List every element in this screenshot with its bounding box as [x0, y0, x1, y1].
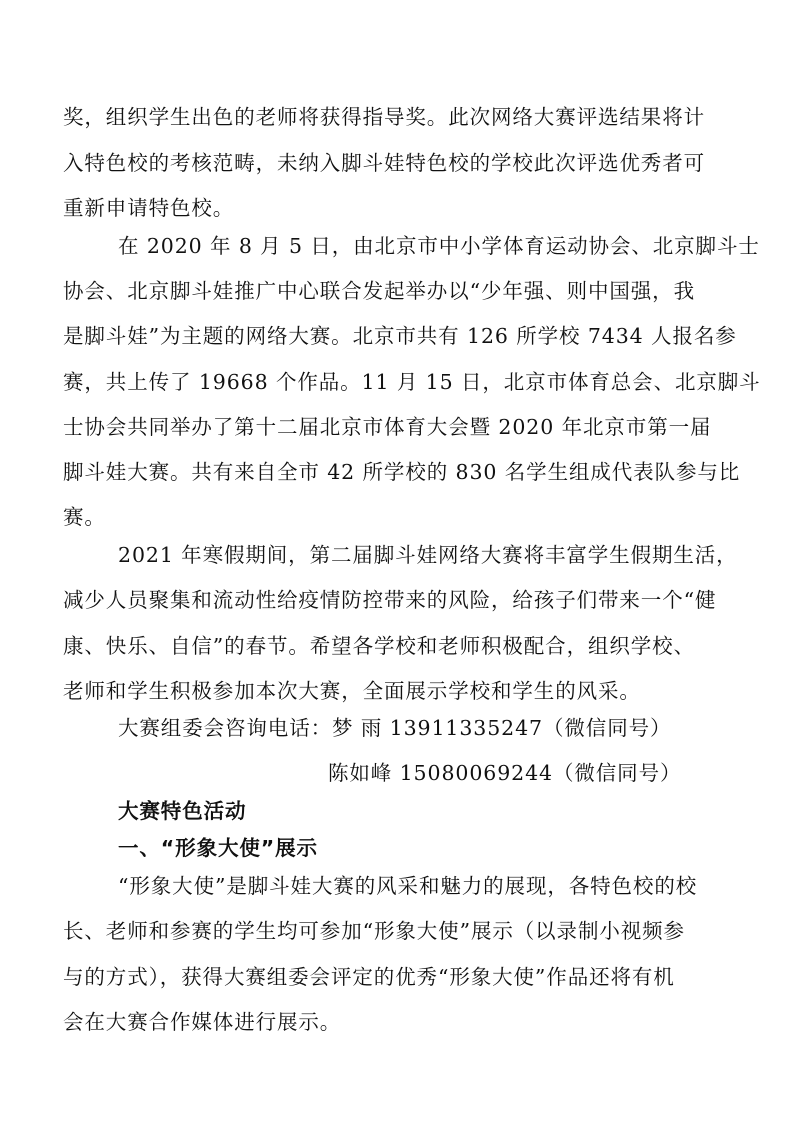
text-line: 协会、北京脚斗娃推广中心联合发起举办以“少年强、则中国强，我 [63, 279, 695, 303]
text-line: 士协会共同举办了第十二届北京市体育大会暨 2020 年北京市第一届 [63, 415, 712, 439]
text-line: 脚斗娃大赛。共有来自全市 42 所学校的 830 名学生组成代表队参与比 [63, 460, 741, 484]
subsection-heading: 一、“形象大使”展示 [118, 836, 318, 860]
section-heading: 大赛特色活动 [118, 799, 247, 823]
text-line: 会在大赛合作媒体进行展示。 [63, 1010, 342, 1034]
text-line: 与的方式），获得大赛组委会评定的优秀“形象大使”作品还将有机 [63, 965, 675, 989]
text-line: 长、老师和参赛的学生均可参加“形象大使”展示（以录制小视频参 [63, 919, 685, 943]
text-line: 老师和学生积极参加本次大赛，全面展示学校和学生的风采。 [63, 679, 641, 703]
text-line: 康、快乐、自信”的春节。希望各学校和老师积极配合，组织学校、 [63, 634, 695, 658]
text-line: 是脚斗娃”为主题的网络大赛。北京市共有 126 所学校 7434 人报名参 [63, 324, 737, 348]
contact-line: 大赛组委会咨询电话：梦 雨 13911335247（微信同号） [118, 716, 672, 740]
text-line: “形象大使”是脚斗娃大赛的风采和魅力的展现，各特色校的校 [118, 874, 698, 898]
text-line: 赛。 [63, 505, 106, 529]
text-line: 赛，共上传了 19668 个作品。11 月 15 日，北京市体育总会、北京脚斗 [63, 370, 761, 394]
text-line: 在 2020 年 8 月 5 日，由北京市中小学体育运动协会、北京脚斗士 [118, 234, 760, 258]
text-line: 入特色校的考核范畴，未纳入脚斗娃特色校的学校此次评选优秀者可 [63, 151, 705, 175]
text-line: 减少人员聚集和流动性给疫情防控带来的风险，给孩子们带来一个“健 [63, 588, 717, 612]
text-line: 奖，组织学生出色的老师将获得指导奖。此次网络大赛评选结果将计 [63, 105, 705, 129]
contact-line: 陈如峰 15080069244（微信同号） [328, 761, 682, 785]
text-line: 重新申请特色校。 [63, 196, 235, 220]
text-line: 2021 年寒假期间，第二届脚斗娃网络大赛将丰富学生假期生活， [118, 543, 738, 567]
